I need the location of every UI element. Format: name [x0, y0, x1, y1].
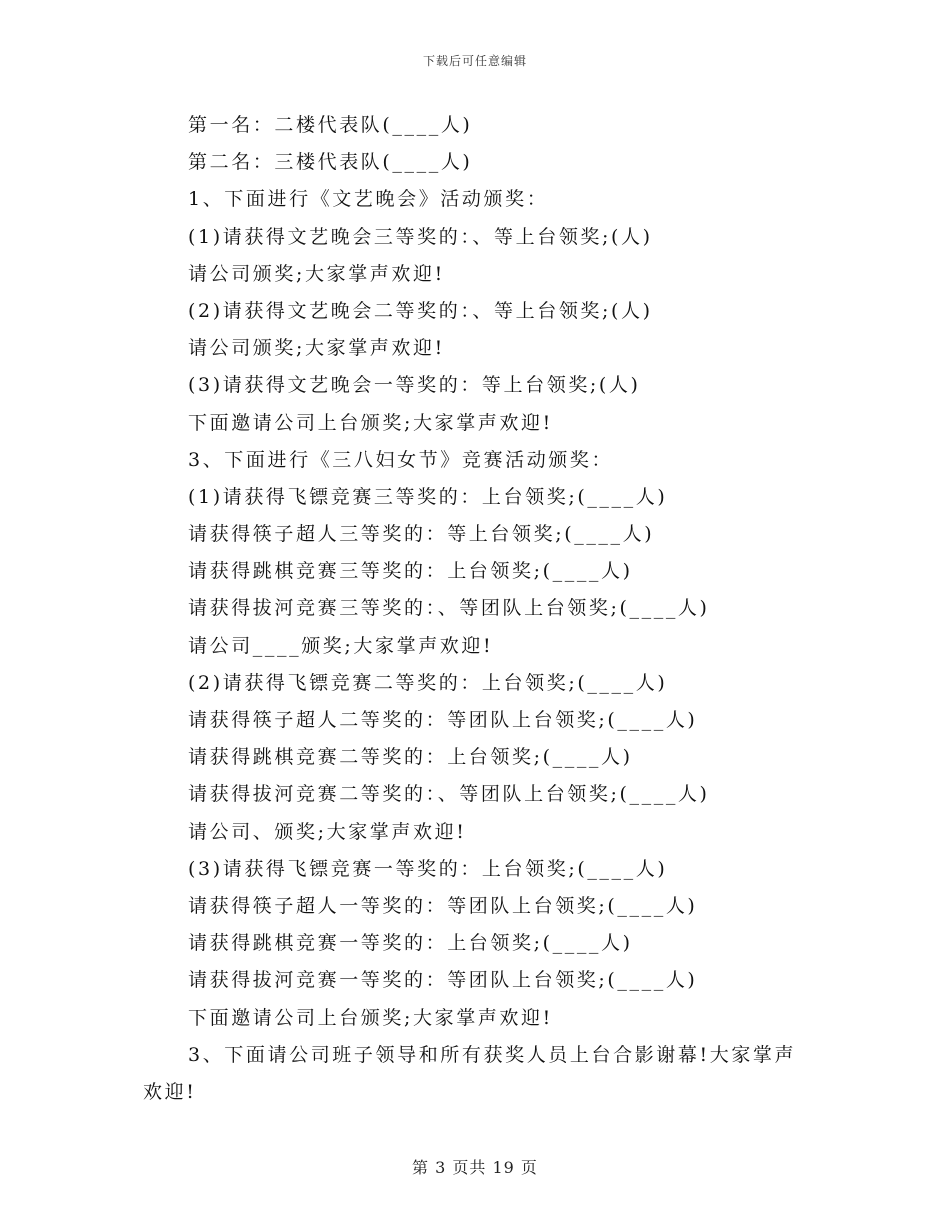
- text-line: 请获得拔河竞赛三等奖的：、等团队上台领奖;(____人): [188, 597, 710, 620]
- text-line: 请获得筷子超人三等奖的：等上台领奖;(____人): [188, 523, 655, 546]
- section-heading: 3、下面进行《三八妇女节》竞赛活动颁奖：: [188, 448, 614, 471]
- text-line: 下面邀请公司上台颁奖;大家掌声欢迎!: [188, 411, 553, 434]
- text-line: 请公司、颁奖;大家掌声欢迎!: [188, 820, 467, 843]
- text-line: 第二名：三楼代表队(____人): [188, 151, 473, 174]
- text-line: (3)请获得文艺晚会一等奖的：等上台领奖;(人): [188, 374, 641, 397]
- text-line: (1)请获得文艺晚会三等奖的：、等上台领奖;(人): [188, 225, 653, 248]
- text-line: (2)请获得飞镖竞赛二等奖的：上台领奖;(____人): [188, 671, 668, 694]
- text-line: 请获得筷子超人一等奖的：等团队上台领奖;(____人): [188, 894, 698, 917]
- text-line: 下面邀请公司上台颁奖;大家掌声欢迎!: [188, 1006, 553, 1029]
- text-line: 请公司颁奖;大家掌声欢迎!: [188, 262, 445, 285]
- text-line: 请公司颁奖;大家掌声欢迎!: [188, 337, 445, 360]
- section-heading: 1、下面进行《文艺晚会》活动颁奖：: [188, 188, 549, 211]
- page-header: 下载后可任意编辑: [422, 54, 527, 68]
- closing-paragraph-line: 3、下面请公司班子领导和所有获奖人员上台合影谢幕!大家掌声: [188, 1043, 797, 1066]
- text-line: 请获得跳棋竞赛二等奖的：上台领奖;(____人): [188, 746, 633, 769]
- text-line: (2)请获得文艺晚会二等奖的：、等上台领奖;(人): [188, 299, 653, 322]
- closing-paragraph-continuation: 欢迎!: [143, 1080, 197, 1103]
- text-line: 请获得筷子超人二等奖的：等团队上台领奖;(____人): [188, 709, 698, 731]
- document-body: [0, 107, 950, 1111]
- text-line: 请获得跳棋竞赛一等奖的：上台领奖;(____人): [188, 932, 633, 955]
- text-line: 第一名：二楼代表队(____人): [188, 114, 473, 136]
- text-line: 请公司____颁奖;大家掌声欢迎!: [188, 634, 494, 657]
- text-line: 请获得拔河竞赛一等奖的：等团队上台领奖;(____人): [188, 969, 698, 992]
- text-line: 请获得跳棋竞赛三等奖的：上台领奖;(____人): [188, 560, 633, 583]
- text-line: (1)请获得飞镖竞赛三等奖的：上台领奖;(____人): [188, 485, 668, 508]
- text-line: (3)请获得飞镖竞赛一等奖的：上台领奖;(____人): [188, 857, 668, 880]
- text-line: 请获得拔河竞赛二等奖的：、等团队上台领奖;(____人): [188, 783, 710, 806]
- page-number-footer: 第 3 页共 19 页: [412, 1158, 538, 1177]
